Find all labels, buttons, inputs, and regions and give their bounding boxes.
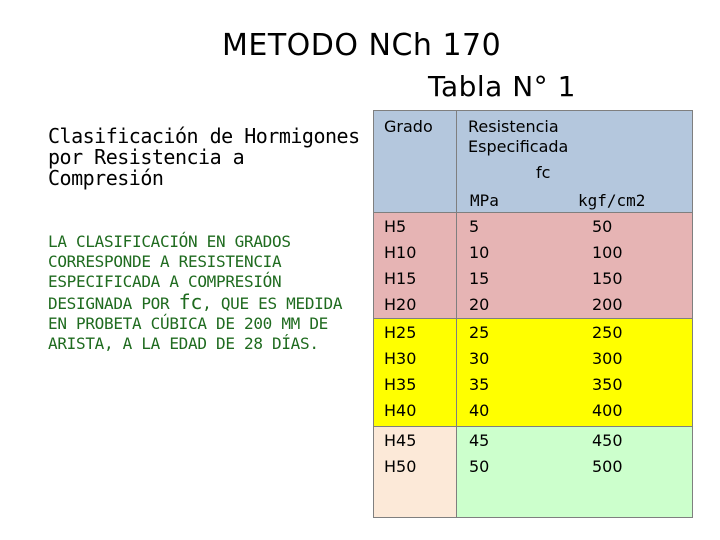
group-3-mpa: 45 50 — [469, 431, 490, 476]
header-fc: fc — [536, 163, 551, 182]
classification-description — [48, 232, 358, 354]
table-border-bottom — [373, 517, 693, 518]
description-part-1: LA CLASIFICACIÓN EN GRADOS CORRESPONDE A RESISTENCIA ESPECIFICADA A COMPRESIÓN DESIGNADA POR — [48, 232, 291, 313]
group-1-kgf: 50 100 150 200 — [592, 217, 623, 314]
group-2-kgf: 250 300 350 400 — [592, 323, 623, 420]
group-1-grados: H5 H10 H15 H20 — [384, 217, 417, 314]
left-heading: Clasificación de Hormigones por Resistencia a Compresión — [48, 124, 360, 190]
description-part-2: , QUE ES MEDIDA EN PROBETA CÚBICA DE 200 MM DE ARISTA, A LA EDAD DE 28 DÍAS. — [48, 294, 343, 353]
table-border-top — [373, 110, 693, 111]
group-1-mpa: 5 10 15 20 — [469, 217, 490, 314]
group-2-mpa: 25 30 35 40 — [469, 323, 490, 420]
header-mpa: MPa — [470, 191, 499, 210]
header-kgf: kgf/cm2 — [578, 191, 646, 210]
page-subtitle: Tabla N° 1 — [428, 70, 576, 103]
header-resistencia: Resistencia Especificada — [468, 117, 569, 156]
table-border-left — [373, 110, 374, 518]
group-3-grados: H45 H50 — [384, 431, 417, 476]
table-group-1-background — [374, 212, 692, 318]
table-row-divider-1 — [373, 212, 693, 213]
table-row-divider-2 — [373, 318, 693, 319]
description-fc: fc — [178, 290, 203, 314]
table-column-divider — [456, 110, 457, 518]
group-2-grados: H25 H30 H35 H40 — [384, 323, 417, 420]
table-border-right — [692, 110, 693, 518]
table-group-3-background — [456, 426, 692, 518]
header-grado: Grado — [384, 117, 433, 136]
page-title: METODO NCh 170 — [222, 28, 502, 63]
group-3-kgf: 450 500 — [592, 431, 623, 476]
table-group-2-background — [374, 318, 692, 426]
table-row-divider-3 — [373, 426, 693, 427]
